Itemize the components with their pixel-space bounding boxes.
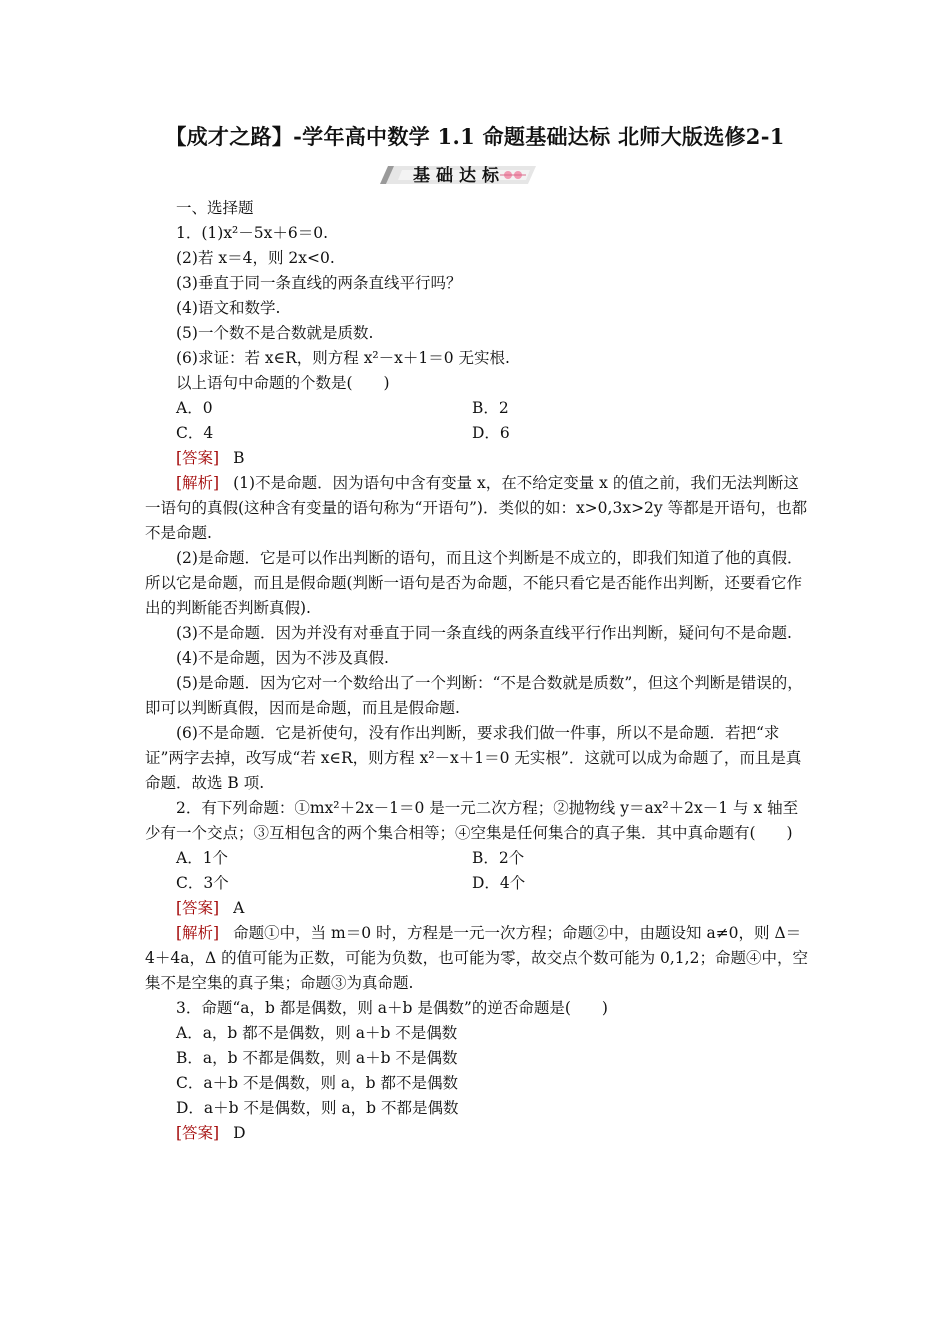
answer-value: A <box>233 899 245 917</box>
q1-analysis-paragraph: (4)不是命题，因为不涉及真假. <box>176 649 389 667</box>
q2-options-row <box>145 846 810 871</box>
q2-option-c: C．3个 <box>176 874 229 892</box>
q2-answer <box>145 896 810 921</box>
q1-answer <box>145 446 810 471</box>
q1-option-b: B．2 <box>472 399 509 417</box>
q1-stem: 1．(1)x²－5x＋6＝0. <box>176 224 329 242</box>
analysis-tag: [解析] <box>176 924 220 942</box>
q1-options-row <box>145 421 810 446</box>
q1-analysis-paragraph: (5)是命题．因为它对一个数给出了一个判断：“不是合数就是质数”，但这个判断是错误的，即可以判断真假，因而是命题，而且是假命题. <box>145 674 803 717</box>
analysis-text: 命题①中，当 m＝0 时，方程是一元一次方程；命题②中，由题设知 a≠0，则 Δ＝4＋4a，Δ 的值可能为正数，可能为负数，也可能为零，故交点个数可能为 0,1,2；命题④中，空集不是空集的真子集；命题③为真命题. <box>145 924 808 992</box>
q1-item: (3)垂直于同一条直线的两条直线平行吗？ <box>176 274 462 292</box>
q3-option-d: D．a＋b 不是偶数，则 a，b 不都是偶数 <box>176 1099 459 1117</box>
q1-analysis-paragraph: (6)不是命题．它是祈使句，没有作出判断，要求我们做一件事，所以不是命题．若把“求证”两字去掉，改写成“若 x∈R，则方程 x²－x＋1＝0 无实根”．这就可以成为命题了，而且是真命题．故选 B 项. <box>145 724 802 792</box>
q3-option-b: B．a，b 不都是偶数，则 a＋b 不是偶数 <box>176 1049 458 1067</box>
q2-option-b: B．2个 <box>472 849 525 867</box>
section-heading: 一、选择题 <box>176 199 254 217</box>
answer-tag: [答案] <box>176 899 220 917</box>
q3-option-a: A．a，b 都不是偶数，则 a＋b 不是偶数 <box>176 1024 458 1042</box>
answer-value: B <box>233 449 245 467</box>
q3-answer <box>145 1121 810 1146</box>
q2-analysis <box>145 921 810 996</box>
section-banner <box>380 160 538 188</box>
q2-option-a: A．1个 <box>176 849 229 867</box>
q1-item: (5)一个数不是合数就是质数. <box>176 324 374 342</box>
document-body <box>145 196 810 1146</box>
q1-item: (2)若 x＝4，则 2x<0. <box>176 249 335 267</box>
answer-value: D <box>233 1124 246 1142</box>
q1-question: 以上语句中命题的个数是( ) <box>176 374 390 392</box>
q3-stem: 3．命题“a，b 都是偶数，则 a＋b 是偶数”的逆否命题是( ) <box>176 999 608 1017</box>
q1-option-a: A．0 <box>176 399 213 417</box>
q3-option-c: C．a＋b 不是偶数，则 a，b 都不是偶数 <box>176 1074 458 1092</box>
q1-analysis-paragraph: (3)不是命题．因为并没有对垂直于同一条直线的两条直线平行作出判断，疑问句不是命题. <box>176 624 792 642</box>
q2-options-row <box>145 871 810 896</box>
q2-stem: 2．有下列命题：①mx²＋2x－1＝0 是一元二次方程；②抛物线 y＝ax²＋2x－1 与 x 轴至少有一个交点；③互相包含的两个集合相等；④空集是任何集合的真子集．其中真命题有( ) <box>145 799 799 842</box>
q1-options-row <box>145 396 810 421</box>
q1-option-d: D．6 <box>472 424 510 442</box>
q1-item: (6)求证：若 x∈R，则方程 x²－x＋1＝0 无实根. <box>176 349 510 367</box>
document-title: 【成才之路】-学年高中数学 1.1 命题基础达标 北师大版选修2-1 <box>165 124 785 149</box>
q1-option-c: C．4 <box>176 424 214 442</box>
q1-analysis-paragraph: (2)是命题．它是可以作出判断的语句，而且这个判断是不成立的，即我们知道了他的真假．所以它是命题，而且是假命题(判断一语句是否为命题，不能只看它是否能作出判断，还要看它作出的判断能否判断真假). <box>145 549 803 617</box>
q1-analysis <box>145 471 810 546</box>
q2-option-d: D．4个 <box>472 874 526 892</box>
answer-tag: [答案] <box>176 1124 220 1142</box>
answer-tag: [答案] <box>176 449 220 467</box>
analysis-tag: [解析] <box>176 474 220 492</box>
banner-title: 基础达标 <box>413 166 505 186</box>
analysis-text: (1)不是命题．因为语句中含有变量 x，在不给定变量 x 的值之前，我们无法判断这一语句的真假(这种含有变量的语句称为“开语句”)．类似的如：x>0,3x>2y 等都是开语句，也都不是命题. <box>145 474 808 542</box>
q1-item: (4)语文和数学. <box>176 299 281 317</box>
